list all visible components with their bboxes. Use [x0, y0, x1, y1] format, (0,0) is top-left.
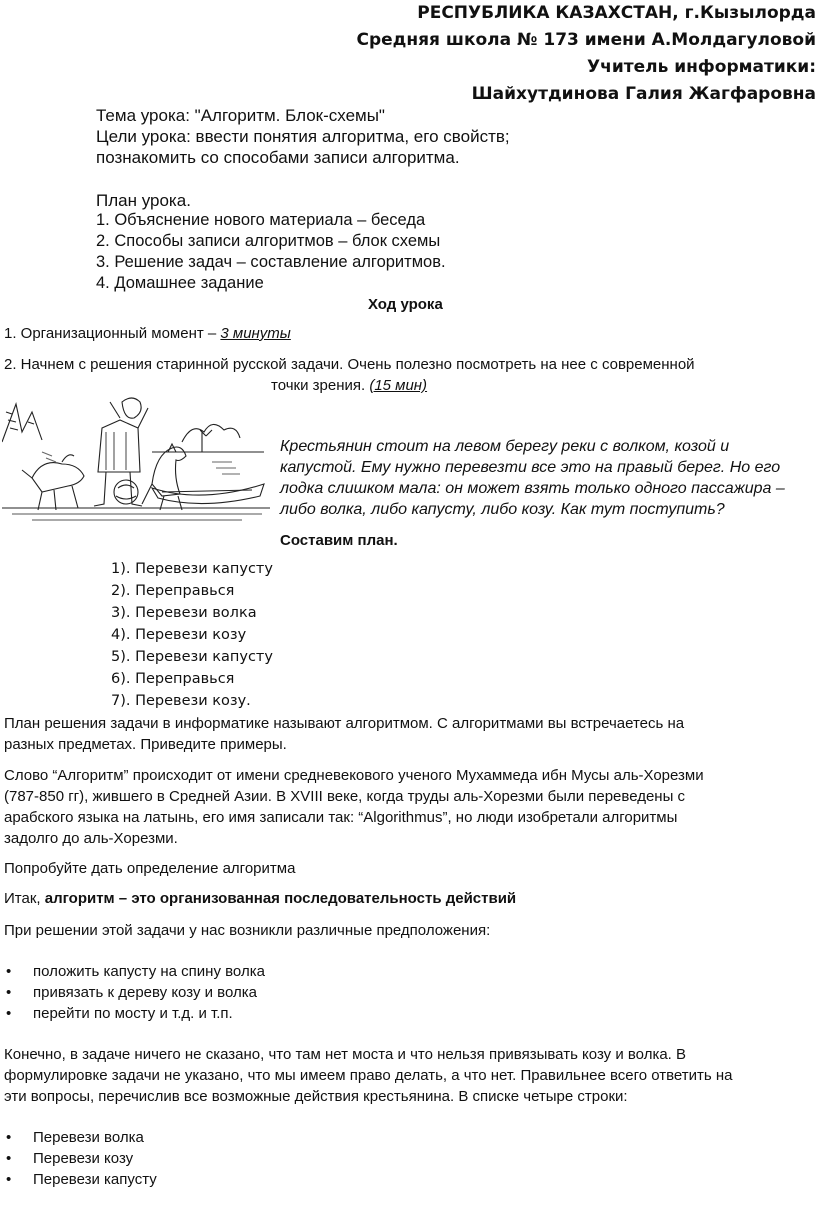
step1-time: 3 минуты: [220, 325, 291, 342]
list-item: [6, 1005, 233, 1022]
header-school: Средняя школа № 173 имени А.Молдагуловой: [356, 30, 816, 50]
paragraph-1a: План решения задачи в информатике называют алгоритмом. С алгоритмами вы встречаетесь на: [4, 715, 685, 732]
solution-step: 2). Переправься: [111, 583, 235, 599]
bullet-icon: •: [6, 984, 12, 1001]
paragraph-6b: формулировке задачи не указано, что мы имеем право делать, а что нет. Правильнее всего ответить на: [4, 1067, 733, 1084]
bullet-icon: •: [6, 1129, 12, 1146]
paragraph-2d: задолго до аль-Хорезми.: [4, 830, 178, 847]
step1: [4, 325, 291, 342]
list-item: [6, 1171, 157, 1188]
plan-title: План урока.: [96, 191, 191, 210]
step2-time: (15 мин): [369, 377, 428, 394]
list-item-text: положить капусту на спину волка: [33, 963, 265, 980]
plan-item: 2. Способы записи алгоритмов – блок схемы: [96, 232, 441, 250]
list-item: [6, 963, 265, 980]
paragraph-6a: Конечно, в задаче ничего не сказано, что там нет моста и что нельзя привязывать козу и волка. В: [4, 1046, 687, 1063]
list-item: [6, 984, 257, 1001]
paragraph-5: При решении этой задачи у нас возникли различные предположения:: [4, 922, 491, 939]
definition-bold: алгоритм – это организованная последовательность действий: [44, 890, 517, 907]
step2-line1: 2. Начнем с решения старинной русской задачи. Очень полезно посмотреть на нее с современной: [4, 356, 695, 373]
course-title: Ход урока: [368, 296, 443, 313]
list-item-text: Перевези волка: [33, 1129, 144, 1146]
bullet-icon: •: [6, 963, 12, 980]
step2-cont: точки зрения.: [271, 377, 370, 394]
paragraph-3: Попробуйте дать определение алгоритма: [4, 860, 296, 877]
header-country: РЕСПУБЛИКА КАЗАХСТАН, г.Кызылорда: [417, 3, 816, 23]
definition-prefix: Итак,: [4, 890, 45, 907]
paragraph-2b: (787-850 гг), жившего в Средней Азии. В XVIII веке, когда труды аль-Хорезми были переведены с: [4, 788, 686, 805]
list-item-text: Перевези капусту: [33, 1171, 157, 1188]
list-item: [6, 1129, 144, 1146]
step1-text: 1. Организационный момент –: [4, 325, 221, 342]
peasant-wolf-goat-illustration: [2, 392, 272, 528]
solution-step: 7). Перевези козу.: [111, 693, 251, 709]
definition: [4, 890, 516, 907]
problem-line4: либо волка, либо капусту, либо козу. Как тут поступить?: [280, 501, 725, 518]
lesson-goals-line2: познакомить со способами записи алгоритма.: [96, 148, 460, 167]
paragraph-2c: арабского языка на латынь, его имя записали так: “Algorithmus”, но люди изобретали алгоритмы: [4, 809, 678, 826]
header-teacher: Шайхутдинова Галия Жагфаровна: [471, 84, 816, 104]
solution-step: 4). Перевези козу: [111, 627, 247, 643]
problem-line3: лодка слишком мала: он может взять только одного пассажира –: [280, 480, 785, 497]
solution-step: 6). Переправься: [111, 671, 235, 687]
problem-line1: Крестьянин стоит на левом берегу реки с волком, козой и: [280, 438, 730, 455]
list-item-text: Перевези козу: [33, 1150, 134, 1167]
plan-item: 4. Домашнее задание: [96, 274, 264, 292]
paragraph-6c: эти вопросы, перечислив все возможные действия крестьянина. В списке четыре строки:: [4, 1088, 628, 1105]
bullet-icon: •: [6, 1171, 12, 1188]
plan-heading: Составим план.: [280, 532, 398, 549]
solution-step: 1). Перевези капусту: [111, 561, 273, 577]
lesson-goals-line1: Цели урока: ввести понятия алгоритма, его свойств;: [96, 127, 510, 146]
paragraph-2a: Слово “Алгоритм” происходит от имени средневекового ученого Мухаммеда ибн Мусы аль-Хорезми: [4, 767, 704, 784]
step2-line2: [271, 377, 427, 394]
bullet-icon: •: [6, 1150, 12, 1167]
bullet-icon: •: [6, 1005, 12, 1022]
solution-step: 5). Перевези капусту: [111, 649, 273, 665]
plan-item: 1. Объяснение нового материала – беседа: [96, 211, 426, 229]
paragraph-1b: разных предметах. Приведите примеры.: [4, 736, 287, 753]
problem-line2: капустой. Ему нужно перевезти все это на правый берег. Но его: [280, 459, 781, 476]
lesson-topic: Тема урока: "Алгоритм. Блок-схемы": [96, 106, 385, 125]
list-item-text: привязать к дереву козу и волка: [33, 984, 257, 1001]
solution-step: 3). Перевези волка: [111, 605, 257, 621]
header-role: Учитель информатики:: [587, 57, 816, 77]
plan-item: 3. Решение задач – составление алгоритмов.: [96, 253, 446, 271]
list-item-text: перейти по мосту и т.д. и т.п.: [33, 1005, 233, 1022]
list-item: [6, 1150, 134, 1167]
